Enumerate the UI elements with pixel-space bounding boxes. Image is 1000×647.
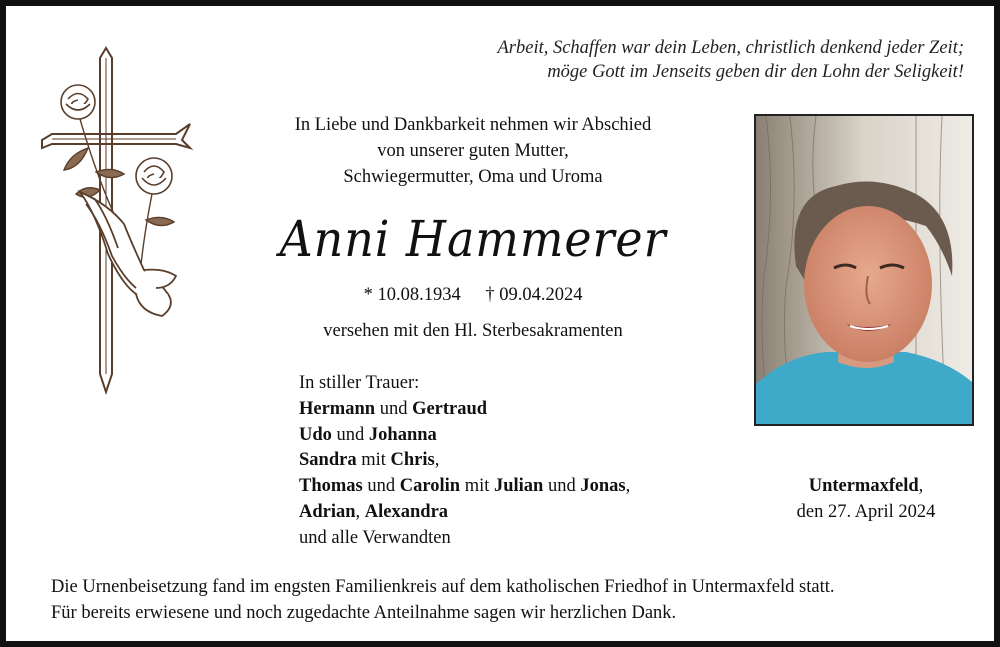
place-and-date (766, 473, 966, 525)
mourner-name: Adrian (299, 501, 356, 522)
mourner-name: Gertraud (412, 398, 488, 419)
cross-with-roses-icon (36, 44, 196, 396)
intro-line-3: Schwiegermutter, Oma und Uroma (343, 167, 603, 187)
place-line (766, 473, 966, 499)
mourners-closing: und alle Verwandten (299, 527, 451, 548)
mourners-row (299, 474, 630, 500)
portrait-illustration (756, 116, 972, 424)
footer-text (51, 574, 834, 626)
mourner-name: Alexandra (364, 501, 449, 522)
quote-line-2: möge Gott im Jenseits geben dir den Lohn der Seligkeit! (547, 62, 964, 82)
intro-text (238, 112, 708, 190)
mourners-row (299, 500, 630, 526)
mourner-name: Julian (493, 476, 544, 497)
deceased-name: Anni Hammerer (279, 210, 667, 268)
place-town: Untermaxfeld (808, 476, 919, 496)
connector: mit (460, 476, 494, 497)
quote-line-1: Arbeit, Schaffen war dein Leben, christlich denkend jeder Zeit; (497, 38, 964, 58)
mourners-row (299, 423, 630, 449)
intro-line-1: In Liebe und Dankbarkeit nehmen wir Abschied (294, 115, 652, 135)
connector: und (362, 476, 400, 497)
place-comma: , (918, 476, 924, 496)
connector: , (355, 501, 365, 522)
mourner-name: Carolin (399, 476, 461, 497)
mourners-list (299, 371, 630, 552)
quote (497, 36, 964, 84)
sacraments-note: versehen mit den Hl. Sterbesakramenten (323, 321, 623, 341)
intro-line-2: von unserer guten Mutter, (377, 141, 569, 161)
place-date: den 27. April 2024 (796, 502, 936, 522)
connector: und (331, 424, 369, 445)
mourner-name: Udo (299, 424, 332, 445)
footer-line-2: Für bereits erwiesene und noch zugedachte Anteilnahme sagen wir herzlichen Dank. (51, 603, 677, 623)
mourner-name: Thomas (299, 476, 363, 497)
connector: mit (356, 450, 391, 471)
mourner-name: Chris (390, 450, 435, 471)
mourners-heading: In stiller Trauer: (299, 373, 420, 393)
connector: , (625, 476, 631, 497)
mourners-row (299, 448, 630, 474)
death-date: † 09.04.2024 (485, 285, 583, 305)
mourner-name: Hermann (299, 398, 376, 419)
portrait-photo (754, 114, 974, 426)
connector: und (375, 398, 413, 419)
mourner-name: Sandra (299, 450, 357, 471)
birth-date: * 10.08.1934 (363, 285, 461, 305)
footer-line-1: Die Urnenbeisetzung fand im engsten Familienkreis auf dem katholischen Friedhof in Untermaxfeld statt. (51, 577, 835, 597)
connector: , (434, 450, 440, 471)
life-dates (238, 282, 708, 308)
mourners-row (299, 397, 630, 423)
mourner-name: Jonas (580, 476, 626, 497)
mourner-name: Johanna (368, 424, 437, 445)
connector: und (543, 476, 581, 497)
